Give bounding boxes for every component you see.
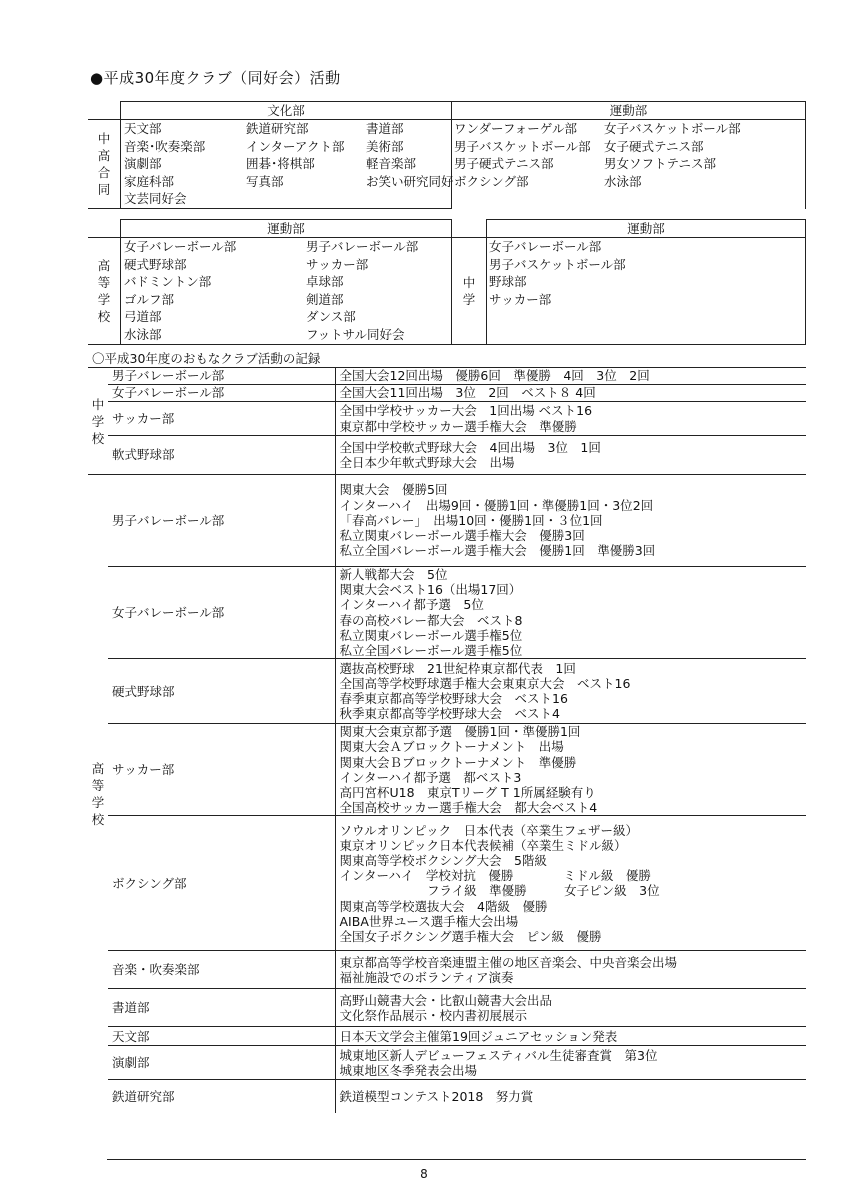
club-name: 剣道部 [306,291,344,307]
record-line: 関東大会Ｂブロックトーナメント 準優勝 [339,754,577,770]
record-line: 秋季東京都高等学校野球大会 ベスト4 [339,706,560,722]
record-line: 関東高等学校選抜大会 4階級 優勝 [339,898,548,914]
culture-header: 文化部 [121,102,452,120]
club-name-cell: 男子バレーボール部 [108,475,335,567]
record-row [88,816,806,951]
record-line: 全国大会11回出場 3位 2回 ベスト８ 4回 [339,385,596,401]
record-row [88,1080,806,1113]
club-row [121,190,451,208]
record-row [88,368,806,385]
club-name: ゴルフ部 [124,291,175,307]
club-name-cell: 軟式野球部 [108,436,335,475]
record-line: 東京都高等学校音楽連盟主催の地区音楽会、中央音楽会出場 [339,954,678,970]
culture-clubs-cell [121,120,452,209]
club-name: 男子バレーボール部 [306,239,419,254]
club-name: 軽音楽部 [366,156,417,172]
club-name-cell: 書道部 [108,989,335,1027]
records-title: 〇平成30年度のおもなクラブ活動の記録 [92,351,321,366]
sports-clubs-table [88,219,806,345]
record-line: 春の高校バレー都大会 ベスト8 [339,612,523,628]
record-row [88,659,806,724]
record-line: 高円宮杯U18 東京Tリーグ T 1所属経験有り [339,785,596,801]
club-row [121,308,451,326]
record-cell [335,475,806,567]
corner-cell [88,220,121,238]
corner-cell [88,102,121,120]
record-cell [335,1027,806,1046]
club-name-cell: 女子バレーボール部 [108,567,335,659]
record-cell [335,385,806,402]
club-name: バドミントン部 [124,274,212,290]
record-line: 福祉施設でのボランティア演奏 [339,969,514,985]
group-label-char: 校 [97,309,111,324]
record-row [88,951,806,989]
club-name-cell: 天文部 [108,1027,335,1046]
group-label-char: 中 [91,396,105,412]
club-row [487,238,805,256]
club-name: ダンス部 [306,309,356,325]
record-row [88,989,806,1027]
club-row [452,120,805,138]
club-name: 女子バレーボール部 [124,239,237,254]
club-name-cell: 男子バレーボール部 [108,368,335,385]
club-row [121,273,451,291]
club-row [487,256,805,274]
record-line: 城東地区冬季発表会出場 [339,1062,478,1078]
club-name: 美術部 [366,138,404,154]
record-line: 全国高等学校野球選手権大会東東京大会 ベスト16 [339,676,631,692]
club-row [121,256,451,274]
club-name: 家庭科部 [124,173,175,189]
record-line: 「春高バレー」 出場10回・優勝1回・３位1回 [339,512,603,528]
club-row [452,173,805,191]
club-name: 野球部 [489,274,527,290]
record-line: 新人戦都大会 5位 [339,567,448,582]
school-group-label [88,368,108,475]
club-name-cell: 演劇部 [108,1046,335,1080]
club-name: 男子バスケットボール部 [454,138,591,154]
group-label-char: 校 [91,811,105,827]
record-line: フライ級 準優勝 女子ピン級 3位 [339,883,660,899]
page-title: ●平成30年度クラブ（同好会）活動 [90,69,341,87]
joint-clubs-table [88,101,806,209]
record-cell [335,567,806,659]
club-name: 女子バレーボール部 [489,239,602,254]
record-row [88,402,806,436]
club-row [487,273,805,291]
club-name-cell: 女子バレーボール部 [108,385,335,402]
joint-group-label [88,120,121,209]
group-label-char: 校 [91,430,105,446]
record-line: 私立全国バレーボール選手権5位 [339,643,523,659]
record-row [88,1027,806,1046]
record-line: 鉄道模型コンテスト2018 努力賞 [339,1089,534,1105]
group-label-char: 同 [97,182,111,197]
sports-clubs-cell [452,120,806,209]
group-label-char: 学 [462,292,476,307]
record-row [88,724,806,816]
record-row [88,1046,806,1080]
records-table [88,367,806,1113]
record-line: 文化祭作品展示・校内書初展展示 [339,1007,528,1023]
record-row [88,385,806,402]
group-label-char: 学 [91,413,105,429]
club-row [452,138,805,156]
record-line: AIBA世界ユース選手権大会出場 [339,913,519,929]
ms-clubs-cell [487,238,806,345]
club-name: フットサル同好会 [306,326,405,342]
club-name: ボクシング部 [454,173,529,189]
club-name-cell: 音楽・吹奏楽部 [108,951,335,989]
record-line: 関東大会 優勝5回 [339,482,448,498]
club-name: 男子硬式テニス部 [454,156,554,172]
record-cell [335,659,806,724]
club-name: 音楽･吹奏楽部 [124,138,206,154]
club-row [121,291,451,309]
club-name: 女子バスケットボール部 [604,121,741,136]
club-name: インターアクト部 [246,138,345,154]
club-name: 鉄道研究部 [246,121,309,136]
club-name: サッカー部 [306,256,369,272]
hs-group-label [88,238,121,345]
club-name: 囲碁･将棋部 [246,156,315,172]
hs-clubs-cell [121,238,452,345]
record-line: 東京オリンピック日本代表候補（卒業生ミドル級） [339,837,627,853]
club-name-cell: 鉄道研究部 [112,1089,175,1105]
club-name: お笑い研究同好 [366,173,454,189]
club-name: 天文部 [124,121,162,136]
ms-sports-header: 運動部 [487,220,806,238]
record-cell [335,402,806,436]
record-line: 全国中学校サッカー大会 1回出場 ベスト16 [339,403,593,419]
record-cell [335,1080,806,1113]
record-line: 高野山競書大会・比叡山競書大会出品 [339,992,553,1008]
club-row [487,291,805,309]
record-line: 城東地区新人デビューフェスティバル生徒審査賞 第3位 [339,1047,658,1063]
club-row [121,155,451,173]
record-line: 全国中学校軟式野球大会 4回出場 3位 1回 [339,439,601,455]
record-line: 関東大会Ａブロックトーナメント 出場 [339,739,564,755]
record-line: ソウルオリンピック 日本代表（卒業生フェザー級） [339,822,639,838]
group-label-char: 高 [97,258,111,273]
hs-sports-header: 運動部 [121,220,452,238]
club-name: 演劇部 [124,156,162,172]
record-line: 私立関東バレーボール選手権大会 優勝3回 [339,528,585,544]
record-line: 全国女子ボクシング選手権大会 ピン級 優勝 [339,929,602,945]
record-cell [335,1046,806,1080]
record-row [88,475,806,567]
club-row [121,238,451,256]
page-number: 8 [420,1167,428,1181]
record-line: 日本天文学会主催第19回ジュニアセッション発表 [339,1028,618,1044]
record-line: 全日本少年軟式野球大会 出場 [339,455,515,470]
record-cell [335,436,806,475]
club-name-cell: サッカー部 [108,724,335,816]
club-name: 文芸同好会 [124,191,187,207]
record-cell [335,724,806,816]
club-name: 女子硬式テニス部 [604,138,704,154]
club-row [121,173,454,191]
sports-header: 運動部 [452,102,806,120]
club-name: 卓球部 [306,274,344,290]
club-row [121,120,451,138]
group-label-char: 学 [97,292,111,307]
club-name: サッカー部 [489,291,552,307]
group-label-char: 等 [97,275,111,290]
club-name: 硬式野球部 [124,256,187,272]
club-row [121,326,451,344]
club-name: ワンダーフォーゲル部 [454,121,578,136]
group-label-char: 学 [91,794,105,810]
club-name-cell: ボクシング部 [108,816,335,951]
record-row [88,567,806,659]
club-name-cell: 硬式野球部 [108,659,335,724]
record-cell [335,989,806,1027]
club-name-cell: サッカー部 [108,402,335,436]
record-line: 春季東京都高等学校野球大会 ベスト16 [339,691,568,707]
club-name: 男女ソフトテニス部 [604,156,717,172]
group-label-char: 中 [97,131,111,146]
record-line: 私立全国バレーボール選手権大会 優勝1回 準優勝3回 [339,543,656,559]
record-row [88,436,806,475]
club-name: 弓道部 [124,309,162,325]
record-cell [335,368,806,385]
record-cell [335,816,806,951]
record-line: 東京都中学校サッカー選手権大会 準優勝 [339,418,577,434]
club-name: 男子バスケットボール部 [489,256,626,272]
record-line: 選抜高校野球 21世紀枠東京都代表 1回 [339,660,576,676]
ms-group-label [452,238,487,345]
record-cell [335,951,806,989]
record-line: 全国高校サッカー選手権大会 都大会ベスト4 [339,800,598,816]
table-bottom-rule [107,1159,806,1160]
record-line: 関東大会ベスト16（出場17回） [339,582,522,598]
record-line: インターハイ都予選 5位 [339,597,484,613]
group-label-char: 合 [97,165,111,180]
record-line: 全国大会12回出場 優勝6回 準優勝 4回 3位 2回 [339,368,650,384]
record-line: 関東大会東京都予選 優勝1回・準優勝1回 [339,724,581,740]
group-label-char: 等 [91,777,105,793]
school-group-label [88,475,108,1113]
club-name: 書道部 [366,121,404,136]
record-line: インターハイ都予選 都ベスト3 [339,769,522,785]
club-row [121,138,451,156]
group-label-char: 高 [91,760,105,776]
record-line: インターハイ 学校対抗 優勝 ミドル級 優勝 [339,868,651,884]
record-line: 関東高等学校ボクシング大会 5階級 [339,853,547,869]
club-row [452,155,805,173]
record-line: インターハイ 出場9回・優勝1回・準優勝1回・3位2回 [339,497,654,513]
group-label-char: 高 [97,148,111,163]
group-label-char: 中 [462,275,476,290]
record-line: 私立関東バレーボール選手権5位 [339,627,523,643]
spacer-cell [452,220,487,238]
club-name: 水泳部 [604,173,642,189]
club-name: 写真部 [246,173,284,189]
club-name: 水泳部 [124,326,162,342]
